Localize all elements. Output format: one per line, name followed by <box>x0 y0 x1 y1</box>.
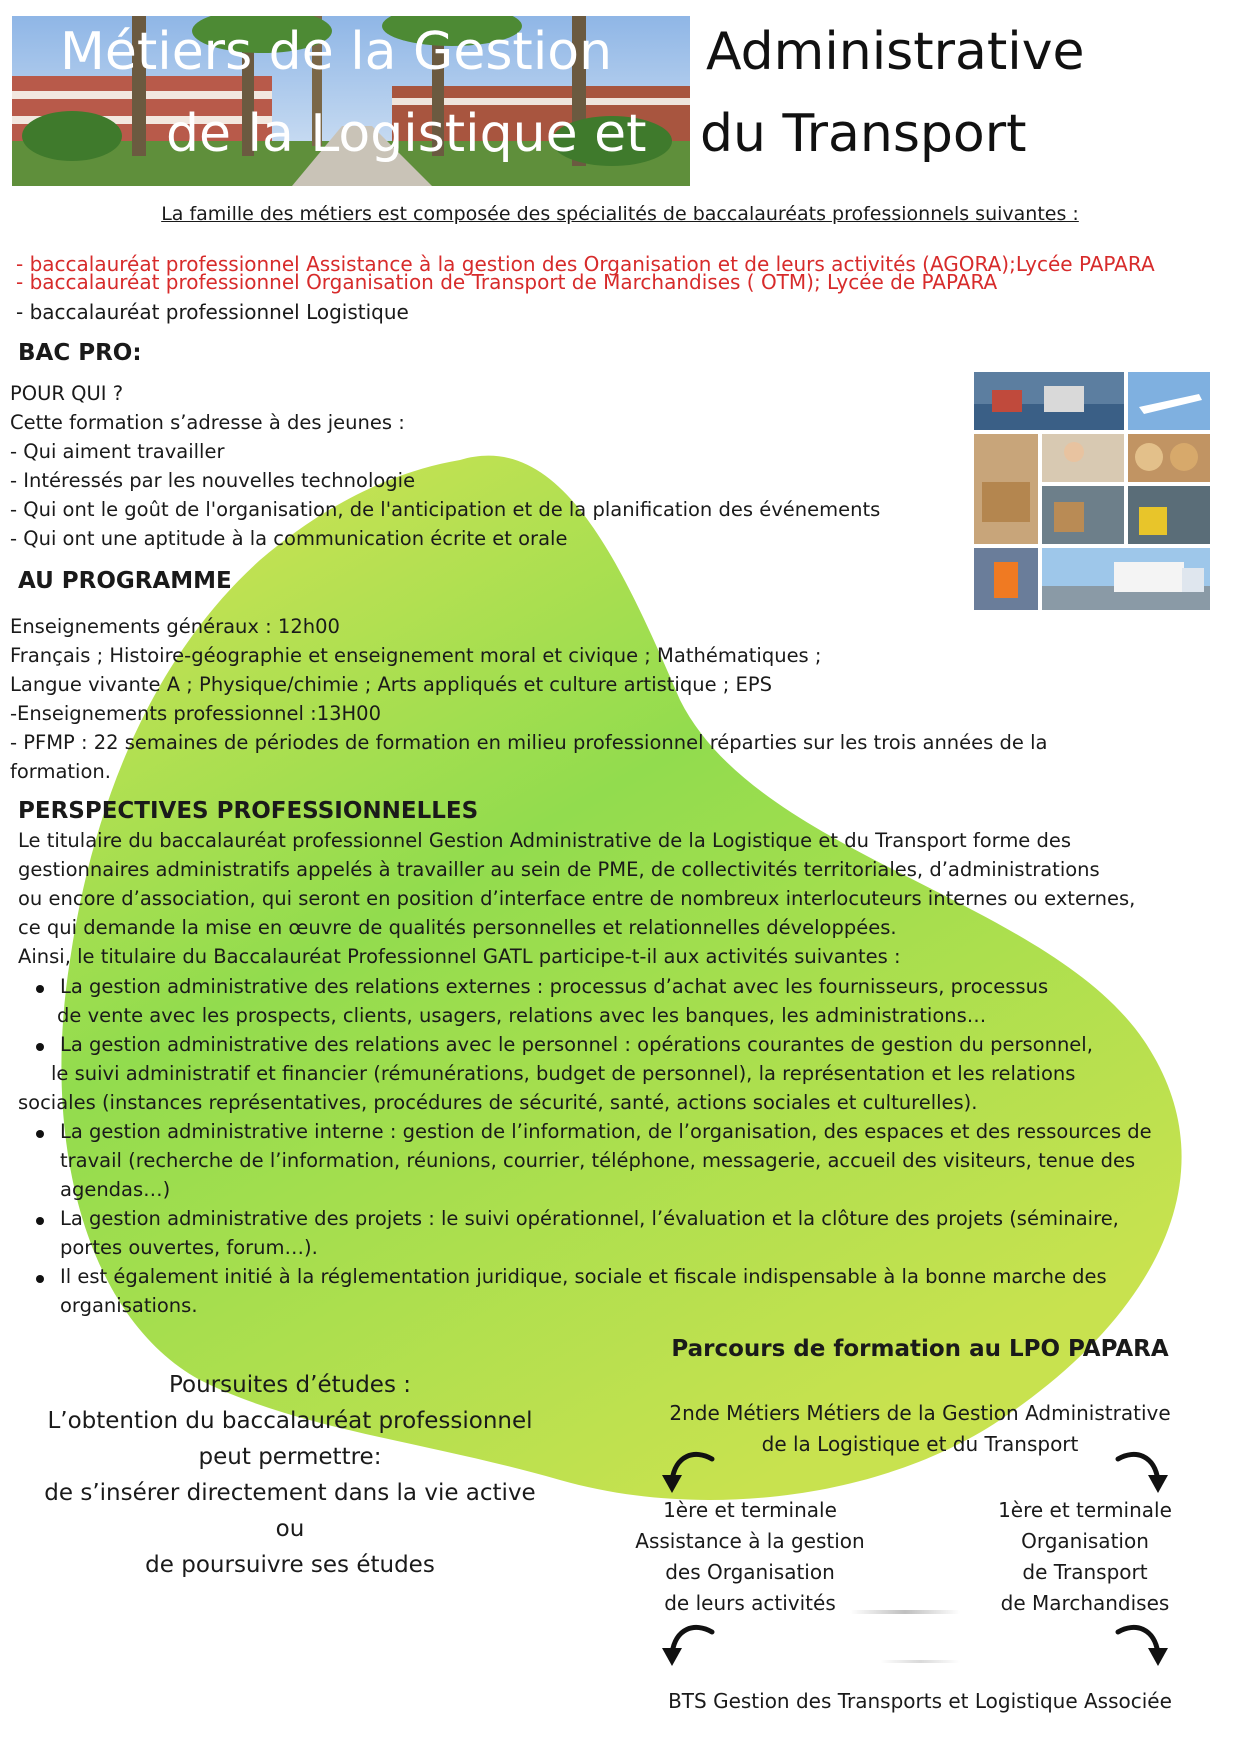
bullet5-line2: organisations. <box>60 1294 198 1317</box>
curved-arrow-down-right-icon <box>1110 1620 1170 1670</box>
logistics-photo-collage <box>974 372 1210 610</box>
right-line: de Marchandises <box>1000 1591 1170 1615</box>
left-line: 1ère et terminale <box>663 1498 837 1522</box>
bullet-dot <box>36 1130 44 1138</box>
parcours-bts: BTS Gestion des Transports et Logistique Associée <box>668 1689 1172 1713</box>
programme-line: - PFMP : 22 semaines de périodes de formation en milieu professionnel réparties sur les trois années de la <box>10 731 1048 754</box>
bacpro-line: - Qui ont le goût de l'organisation, de l'anticipation et de la planification des événements <box>10 498 881 521</box>
bullet3-line2: travail (recherche de l’information, réunions, courrier, téléphone, messagerie, accueil des visiteurs, tenue des <box>60 1149 1136 1172</box>
bacpro-heading: BAC PRO: <box>18 340 142 366</box>
bullet-dot <box>36 1043 44 1051</box>
bullet2-line3: sociales (instances représentatives, procédures de sécurité, santé, actions sociales et culturelles). <box>18 1091 978 1114</box>
bullet4-line1: La gestion administrative des projets : le suivi opérationnel, l’évaluation et la clôture des projets (séminaire, <box>60 1207 1119 1230</box>
programme-heading: AU PROGRAMME <box>18 568 232 594</box>
parcours-heading: Parcours de formation au LPO PAPARA <box>671 1336 1169 1362</box>
bacpro-line: - Intéressés par les nouvelles technologie <box>10 469 416 492</box>
programme-text <box>10 612 1047 786</box>
seconde-line: 2nde Métiers Métiers de la Gestion Administrative <box>669 1401 1171 1425</box>
curved-arrow-left-icon <box>660 1447 720 1497</box>
bullet-dot <box>36 1217 44 1225</box>
poursuites-line: ou <box>275 1516 305 1542</box>
curved-arrow-down-left-icon <box>660 1620 720 1670</box>
perspectives-line: Le titulaire du baccalauréat professionnel Gestion Administrative de la Logistique et du Transport forme des <box>18 829 1072 852</box>
bacpro-line: - Qui ont une aptitude à la communication écrite et orale <box>10 527 568 550</box>
specialty-agora: - baccalauréat professionnel Assistance à la gestion des Organisation et de leurs activités (AGORA);Lycée PAPARA <box>16 252 1155 276</box>
bullet4-line2: portes ouvertes, forum…). <box>60 1236 318 1259</box>
specialty-logistique: - baccalauréat professionnel Logistique <box>16 300 409 324</box>
title-line1-white: Métiers de la Gestion <box>60 22 613 82</box>
curved-arrow-right-icon <box>1110 1447 1170 1497</box>
title-line2-white: de la Logistique et <box>166 104 647 164</box>
left-line: des Organisation <box>665 1560 835 1584</box>
poursuites-line: de s’insérer directement dans la vie active <box>44 1480 536 1506</box>
perspectives-text <box>18 826 1135 971</box>
programme-line: Langue vivante A ; Physique/chimie ; Arts appliqués et culture artistique ; EPS <box>10 673 773 696</box>
programme-line: Français ; Histoire-géographie et enseignement moral et civique ; Mathématiques ; <box>10 644 822 667</box>
perspectives-line: ce qui demande la mise en œuvre de qualités personnelles et relationnelles développées. <box>18 916 897 939</box>
bullet5-line1: Il est également initié à la réglementation juridique, sociale et fiscale indispensable à la bonne marche des <box>60 1265 1107 1288</box>
divider-swoosh <box>880 1660 960 1663</box>
left-line: de leurs activités <box>664 1591 836 1615</box>
perspectives-line: Ainsi, le titulaire du Baccalauréat Professionnel GATL participe-t-il aux activités suivantes : <box>18 945 901 968</box>
programme-line: -Enseignements professionnel :13H00 <box>10 702 381 725</box>
bullet1-line2: de vente avec les prospects, clients, usagers, relations avec les banques, les administrations… <box>57 1004 987 1027</box>
bullet2-line2: le suivi administratif et financier (rémunérations, budget de personnel), la représentation et les relations <box>51 1062 1076 1085</box>
parcours-right-branch <box>940 1495 1230 1619</box>
bullet1-line1: La gestion administrative des relations externes : processus d’achat avec les fournisseurs, processus <box>60 975 1049 998</box>
right-line: Organisation <box>1021 1529 1149 1553</box>
bullet3-line1: La gestion administrative interne : gestion de l’information, de l’organisation, des espaces et des ressources de <box>60 1120 1152 1143</box>
bacpro-text <box>10 379 880 553</box>
right-line: de Transport <box>1022 1560 1148 1584</box>
perspectives-heading: PERSPECTIVES PROFESSIONNELLES <box>18 798 479 824</box>
right-line: 1ère et terminale <box>998 1498 1172 1522</box>
parcours-left-branch <box>600 1495 900 1619</box>
title-line1-black: Administrative <box>706 22 1085 82</box>
bullet3-line3: agendas…) <box>60 1178 171 1201</box>
title-line2-black: du Transport <box>700 104 1027 164</box>
specialty-otm: - baccalauréat professionnel Organisation de Transport de Marchandises ( OTM); Lycée de PAPARA <box>16 270 998 294</box>
poursuites-line: de poursuivre ses études <box>145 1552 435 1578</box>
intro-text: La famille des métiers est composée des spécialités de baccalauréats professionnels suivantes : <box>161 203 1079 225</box>
bacpro-line: Cette formation s’adresse à des jeunes : <box>10 411 405 434</box>
bullet2-line1: La gestion administrative des relations avec le personnel : opérations courantes de gestion du personnel, <box>60 1033 1093 1056</box>
bacpro-line: - Qui aiment travailler <box>10 440 225 463</box>
poursuites-line: Poursuites d’études : <box>168 1372 412 1398</box>
bullet-dot <box>36 985 44 993</box>
perspectives-line: gestionnaires administratifs appelés à travailler au sein de PME, de collectivités territoriales, d’administrations <box>18 858 1100 881</box>
left-line: Assistance à la gestion <box>635 1529 865 1553</box>
poursuites-line: L’obtention du baccalauréat professionnel <box>47 1408 533 1434</box>
bacpro-line: POUR QUI ? <box>10 382 124 405</box>
bullet-dot <box>36 1275 44 1283</box>
poursuites-block <box>0 1367 580 1583</box>
perspectives-line: ou encore d’association, qui seront en position d’interface entre de nombreux interlocuteurs internes ou externes, <box>18 887 1136 910</box>
programme-line: Enseignements généraux : 12h00 <box>10 615 340 638</box>
poursuites-line: peut permettre: <box>198 1444 382 1470</box>
seconde-line: de la Logistique et du Transport <box>761 1432 1079 1456</box>
programme-line: formation. <box>10 760 111 783</box>
divider-swoosh <box>850 1610 960 1614</box>
